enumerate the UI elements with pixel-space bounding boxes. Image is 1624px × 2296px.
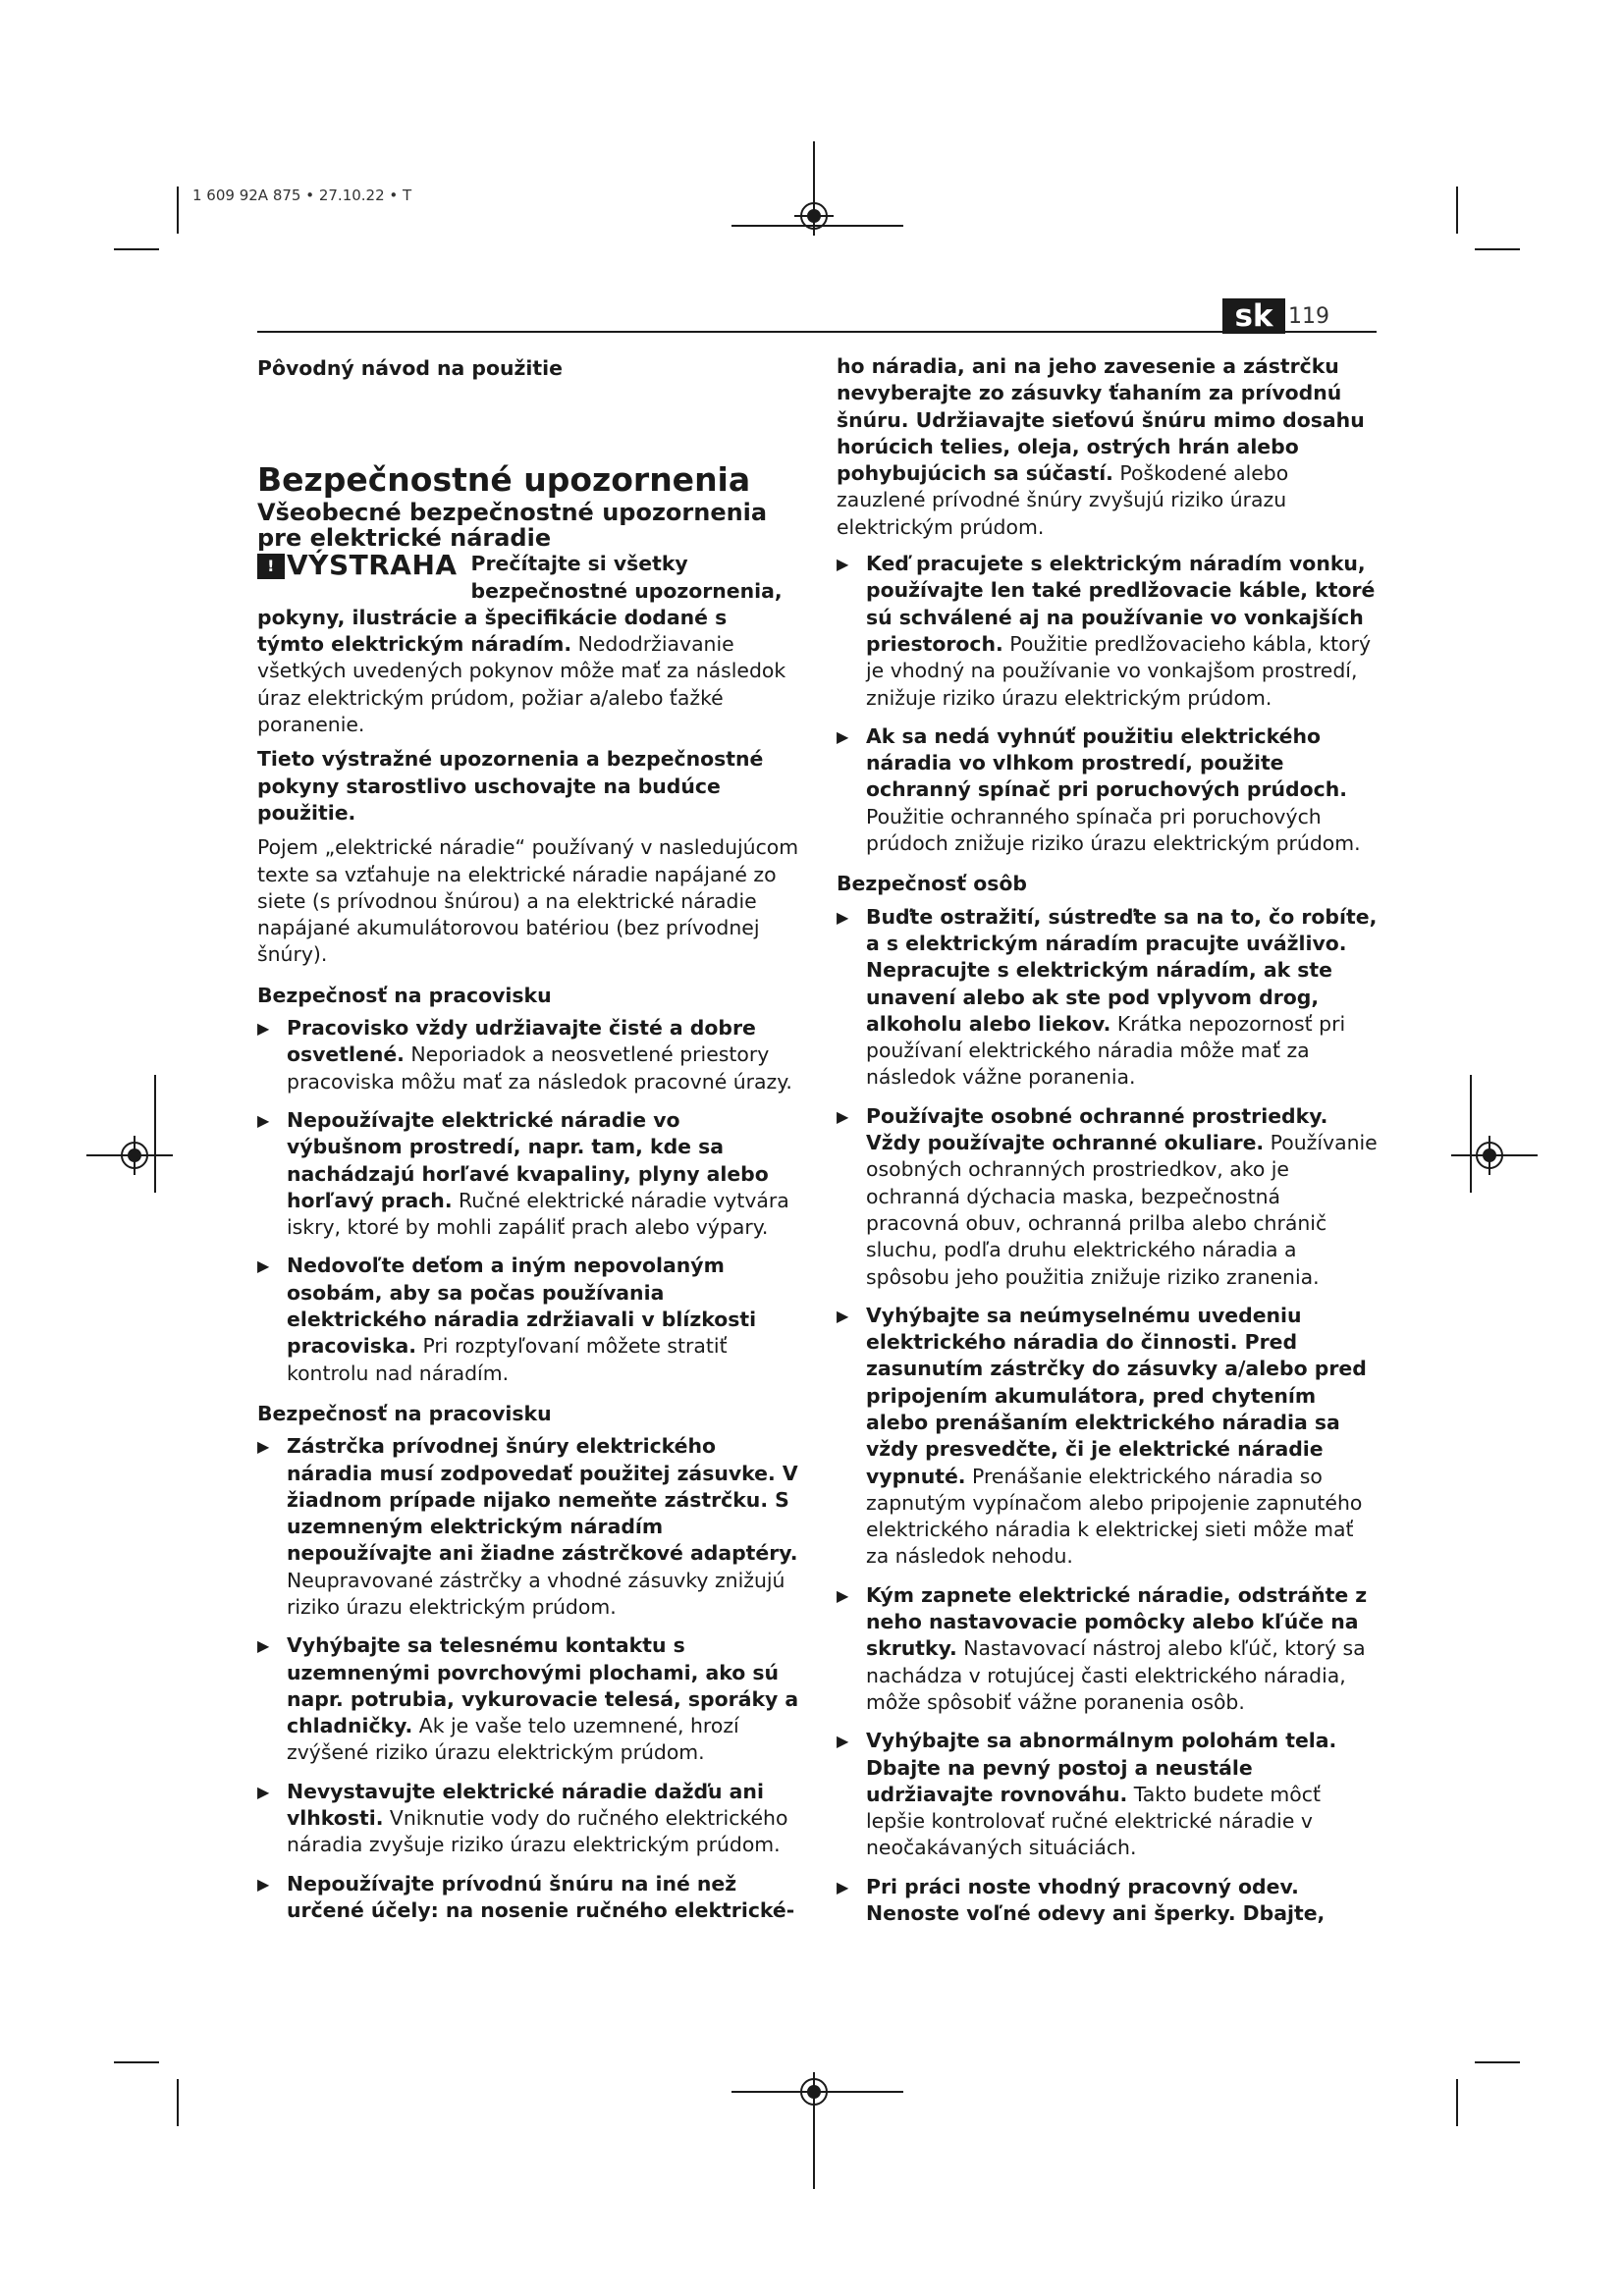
list-item: ▶ Kým zapnete elektrické náradie, odstráňte z neho nastavovacie pomôcky alebo kľúče na skrutky. Nastavovací nástroj alebo kľúč, ktorý sa nachádza v rotujúcej časti elektrického náradia, môže spôsobiť vážne poranenia osôb.: [837, 1582, 1368, 1714]
header-rule: [257, 331, 1377, 333]
warning-paragraph: [257, 551, 799, 738]
section-heading: Bezpečnosť na pracovisku: [257, 1401, 552, 1425]
bullet-icon: ▶: [837, 907, 849, 927]
registration-mark-icon: [794, 196, 834, 236]
subsection-title: Všeobecné bezpečnostné upozornenia pre elektrické náradie: [257, 499, 768, 553]
list-item: ▶ Vyhýbajte sa telesnému kontaktu s uzemnenými povrchovými plochami, ako sú napr. potrubia, vykurovacie telesá, sporáky a chladničky. Ak je vaše telo uzemnené, hrozí zvýšené riziko úrazu elektrickým prúdom.: [257, 1633, 799, 1765]
list-item: ▶ Nevystavujte elektrické náradie dažďu ani vlhkosti. Vniknutie vody do ručného elektrického náradia zvyšuje riziko úrazu elektrickým prúdom.: [257, 1779, 788, 1857]
crop-mark: [114, 248, 159, 250]
reg-line: [813, 2110, 815, 2189]
list-item: ▶ Nepoužívajte prívodnú šnúru na iné než určené účely: na nosenie ručného elektrické-: [257, 1871, 795, 1922]
section-title: Bezpečnostné upozornenia: [257, 460, 751, 500]
bullet-icon: ▶: [257, 1437, 270, 1457]
bullet-icon: ▶: [257, 1110, 270, 1130]
bullet-icon: ▶: [257, 1874, 270, 1894]
page-number: 119: [1288, 304, 1329, 329]
list-item: ▶ Keď pracujete s elektrickým náradím vonku, používajte len také predlžovacie káble, ktoré sú schválené aj na používanie vo vonkajších priestoroch. Použitie predlžovacieho kábla, ktorý je vhodný na používanie vo vonkajšom prostredí, znižuje riziko úrazu elektrickým prúdom.: [837, 552, 1376, 710]
crop-mark: [114, 2061, 159, 2063]
registration-mark-icon: [115, 1136, 154, 1175]
list-item: ▶ Pri práci noste vhodný pracovný odev. Nenoste voľné odevy ani šperky. Dbajte,: [837, 1874, 1326, 1926]
bullet-icon: ▶: [837, 1585, 849, 1605]
bullet-icon: ▶: [837, 1106, 849, 1126]
list-item: ▶ Ak sa nedá vyhnúť použitiu elektrického náradia vo vlhkom prostredí, použite ochranný spínač pri poruchových prúdoch. Použitie ochranného spínača pri poruchových prúdoch znižuje riziko úrazu elektrickým prúdom.: [837, 723, 1361, 856]
print-code: 1 609 92A 875 • 27.10.22 • T: [192, 187, 412, 204]
section-heading: Bezpečnosť osôb: [837, 872, 1028, 896]
bullet-icon: ▶: [837, 726, 849, 746]
registration-mark-icon: [1470, 1136, 1509, 1175]
warning-label: ! VÝSTRAHA: [257, 551, 458, 580]
bullet-icon: ▶: [257, 1636, 270, 1656]
list-item: ▶ Vyhýbajte sa neúmyselnému uvedeniu elektrického náradia do činnosti. Pred zasunutím zástrčky do zásuvky a/alebo pred pripojením akumulátora, pred chytením alebo prenášaním elektrického náradia sa vždy presvedčte, či je elektrické náradie vypnuté. Prenášanie elektrického náradia so zapnutým vypínačom alebo pripojenie zapnutého elektrického náradia k elektrickej sieti môže mať za následok nehodu.: [837, 1303, 1367, 1569]
crop-mark: [1456, 187, 1458, 234]
warning-triangle-icon: !: [257, 554, 285, 579]
crop-mark: [177, 2079, 179, 2126]
bullet-icon: ▶: [837, 555, 849, 574]
crop-mark: [1475, 2061, 1520, 2063]
continued-item: ho náradia, ani na jeho zavesenie a zástrčku nevyberajte zo zásuvky ťahaním za prívodnú šnúru. Udržiavajte sieťovú šnúru mimo dosahu horúcich telies, oleja, ostrých hrán alebo pohybujúcich sa súčastí. Poškodené alebo zauzlené prívodné šnúry zvyšujú riziko úrazu elektrickým prúdom.: [837, 354, 1365, 539]
reg-line: [1470, 1075, 1472, 1193]
list-item: ▶ Nedovoľte deťom a iným nepovolaným osobám, aby sa počas používania elektrického náradia zdržiavali v blízkosti pracoviska. Pri rozptyľovaní môžete stratiť kontrolu nad náradím.: [257, 1254, 757, 1385]
left-column: [257, 355, 799, 1936]
section-heading: Bezpečnosť na pracovisku: [257, 983, 552, 1007]
warning-bold: Prečítajte si všetky bezpečnostné upozornenia, pokyny, ilustrácie a špecifikácie dodané s týmto elektrickým náradím.: [257, 552, 783, 657]
bullet-icon: ▶: [257, 1019, 270, 1039]
term-definition: Pojem „elektrické náradie“ používaný v nasledujúcom texte sa vzťahuje na elektrické náradie napájané zo siete (s prívodnou šnúrou) a na elektrické náradie napájané akumulátorovou batériou (bez prívodnej šnúry).: [257, 835, 799, 967]
registration-mark-icon: [794, 2072, 834, 2111]
list-item: ▶ Vyhýbajte sa abnormálnym polohám tela. Dbajte na pevný postoj a neustále udržiavajte rovnováhu. Takto budete môcť lepšie kontrolovať ručné elektrické náradie v neočakávaných situáciách.: [837, 1729, 1337, 1860]
original-instructions-label: Pôvodný návod na použitie: [257, 356, 563, 380]
crop-mark: [1456, 2079, 1458, 2126]
list-item: ▶ Zástrčka prívodnej šnúry elektrického náradia musí zodpovedať použitej zásuvke. V žiadnom prípade nijako nemeňte zástrčku. S uzemneným elektrickým náradím nepoužívajte ani žiadne zástrčkové adaptéry. Neupravované zástrčky a vhodné zásuvky znižujú riziko úrazu elektrickým prúdom.: [257, 1434, 798, 1619]
crop-mark: [177, 187, 179, 234]
language-badge: sk: [1222, 298, 1285, 334]
warning-text: Nedodržiavanie všetkých uvedených pokynov môže mať za následok úraz elektrickým prúdom, požiar a/alebo ťažké poranenie.: [257, 632, 786, 737]
crop-mark: [1475, 248, 1520, 250]
bullet-icon: ▶: [837, 1306, 849, 1325]
list-item: ▶ Pracovisko vždy udržiavajte čisté a dobre osvetlené. Neporiadok a neosvetlené priestory pracoviska môžu mať za následok pracovné úrazy.: [257, 1016, 792, 1094]
list-item: ▶ Buďte ostražití, sústreďte sa na to, čo robíte, a s elektrickým náradím pracujte uvážlivo. Nepracujte s elektrickým náradím, ak ste unavení alebo ak ste pod vplyvom drog, alkoholu alebo liekov. Krátka nepozornosť pri používaní elektrického náradia môže mať za následok vážne poranenia.: [837, 904, 1378, 1090]
bullet-icon: ▶: [837, 1732, 849, 1751]
bullet-icon: ▶: [837, 1877, 849, 1896]
reg-line: [154, 1075, 156, 1193]
bullet-icon: ▶: [257, 1782, 270, 1801]
list-item: ▶ Používajte osobné ochranné prostriedky. Vždy používajte ochranné okuliare. Používanie osobných ochranných prostriedkov, ako je ochranná dýchacia maska, bezpečnostná pracovná obuv, ochranná prilba alebo chránič sluchu, podľa druhu elektrického náradia a spôsobu jeho použitia znižuje riziko zranenia.: [837, 1103, 1378, 1289]
keep-instructions: Tieto výstražné upozornenia a bezpečnostné pokyny starostlivo uschovajte na budúce použitie.: [257, 747, 764, 825]
bullet-icon: ▶: [257, 1256, 270, 1276]
right-column: [837, 353, 1379, 1939]
list-item: ▶ Nepoužívajte elektrické náradie vo výbušnom prostredí, napr. tam, kde sa nachádzajú horľavé kvapaliny, plyny alebo horľavý prach. Ručné elektrické náradie vytvára iskry, ktoré by mohli zapáliť prach alebo výpary.: [257, 1107, 789, 1240]
